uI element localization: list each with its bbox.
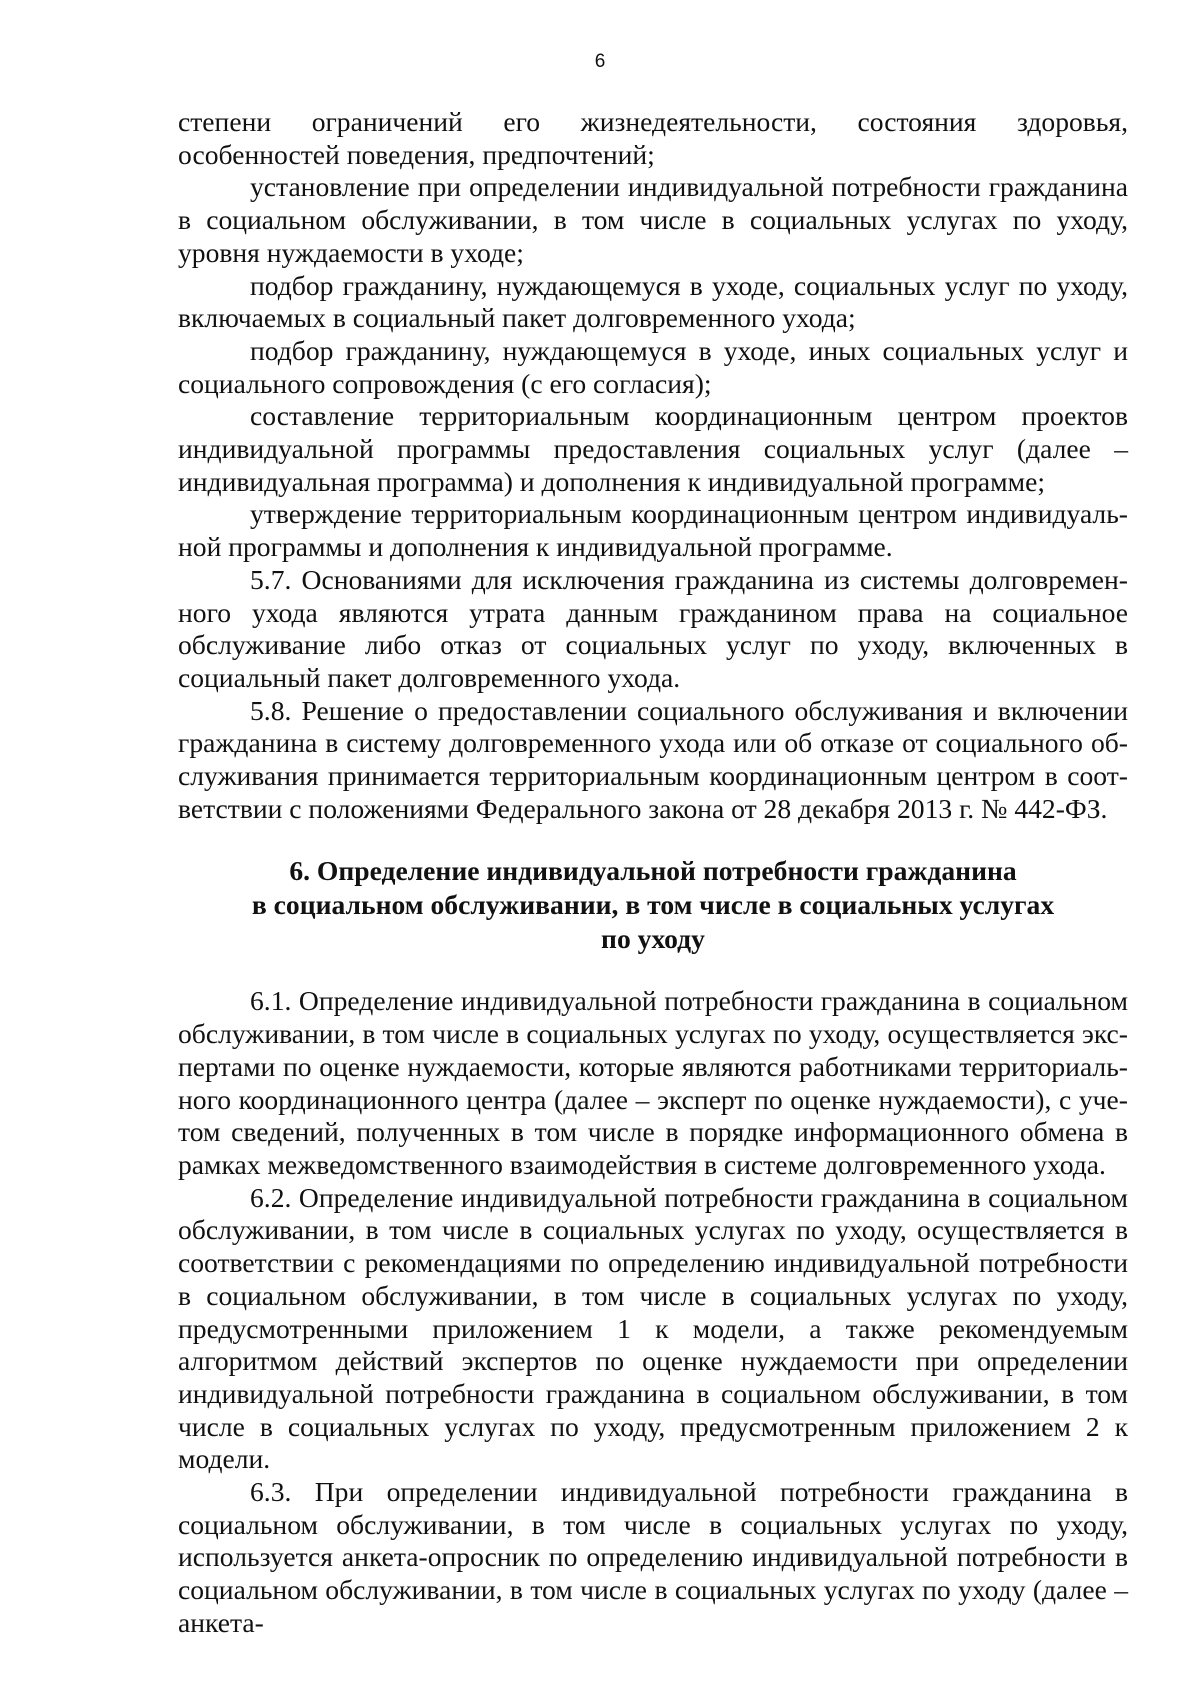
section-heading	[178, 854, 1128, 956]
paragraph-program-approval: утверждение территориальным координационным центром индивидуальной программы и дополнения к индивидуальной программе.	[178, 498, 1128, 563]
paragraph-6-1: 6.1. Определение индивидуальной потребности гражданина в социальном обслуживании, в том числе в социальных услугах по уходу, осуществляется экспертами по оценке нуждаемости, которые являются работниками территориального координационного центра (далее – эксперт по оценке нуждаемости), с учетом сведений, полученных в том числе в порядке информационного обмена в рамках межведомственного взаимодействия в системе долговременного ухода.	[178, 985, 1128, 1180]
paragraph-continuation: степени ограничений его жизнедеятельности, состояния здоровья, особенностей поведения, предпочтений;	[178, 106, 1128, 170]
paragraph-other-services-selection: подбор гражданину, нуждающемуся в уходе, иных социальных услуг и социального сопровождения (с его согласия);	[178, 334, 1128, 399]
paragraph-5-8: 5.8. Решение о предоставлении социального обслуживания и включении гражданина в систему долговременного ухода или об отказе от социального обслуживания принимается территориальным координационным центром в соответствии с положениями Федерального закона от 28 декабря 2013 г. № 442-ФЗ.	[178, 694, 1128, 824]
paragraph-6-3: 6.3. При определении индивидуальной потребности гражданина в социальном обслуживании, в том числе в социальных услугах по уходу, используется анкета-опросник по определению индивидуальной потребности в социальном обслуживании, в том числе в социальных услугах по уходу (далее – анкета-	[178, 1476, 1128, 1638]
paragraph-5-7: 5.7. Основаниями для исключения гражданина из системы долговременного ухода являются утрата данным гражданином права на социальное обслуживание либо отказ от социальных услуг по уходу, включенных в социальный пакет долговременного ухода.	[178, 563, 1128, 693]
paragraph-program-drafting: составление территориальным координационным центром проектов индивидуальной программы предоставления социальных услуг (далее – индивидуальная программа) и дополнения к индивидуальной программе;	[178, 400, 1128, 497]
section-heading-line-1: 6. Определение индивидуальной потребности гражданина	[289, 855, 1017, 887]
paragraph-care-services-selection: подбор гражданину, нуждающемуся в уходе, социальных услуг по уходу, включаемых в социальный пакет долговременного ухода;	[178, 269, 1128, 334]
section-heading-line-3: по уходу	[601, 923, 705, 955]
page-number: 6	[594, 51, 606, 72]
document-body	[178, 106, 1128, 1640]
paragraph-6-2: 6.2. Определение индивидуальной потребности гражданина в социальном обслуживании, в том числе в социальных услугах по уходу, осуществляется в соответствии с рекомендациями по определению индивидуальной потребности в социальном обслуживании, в том числе в социальных услугах по уходу, предусмотренными приложением 1 к модели, а также рекомендуемым алгоритмом действий экспертов по оценке нуждаемости при определении индивидуальной потребности гражданина в социальном обслуживании, в том числе в социальных услугах по уходу, предусмотренным приложением 2 к модели.	[178, 1181, 1128, 1475]
section-heading-line-2: в социальном обслуживании, в том числе в социальных услугах	[251, 889, 1055, 921]
paragraph-care-level: установление при определении индивидуальной потребности гражданина в социальном обслуживании, в том числе в социальных услугах по уходу, уровня нуждаемости в уходе;	[178, 171, 1128, 268]
